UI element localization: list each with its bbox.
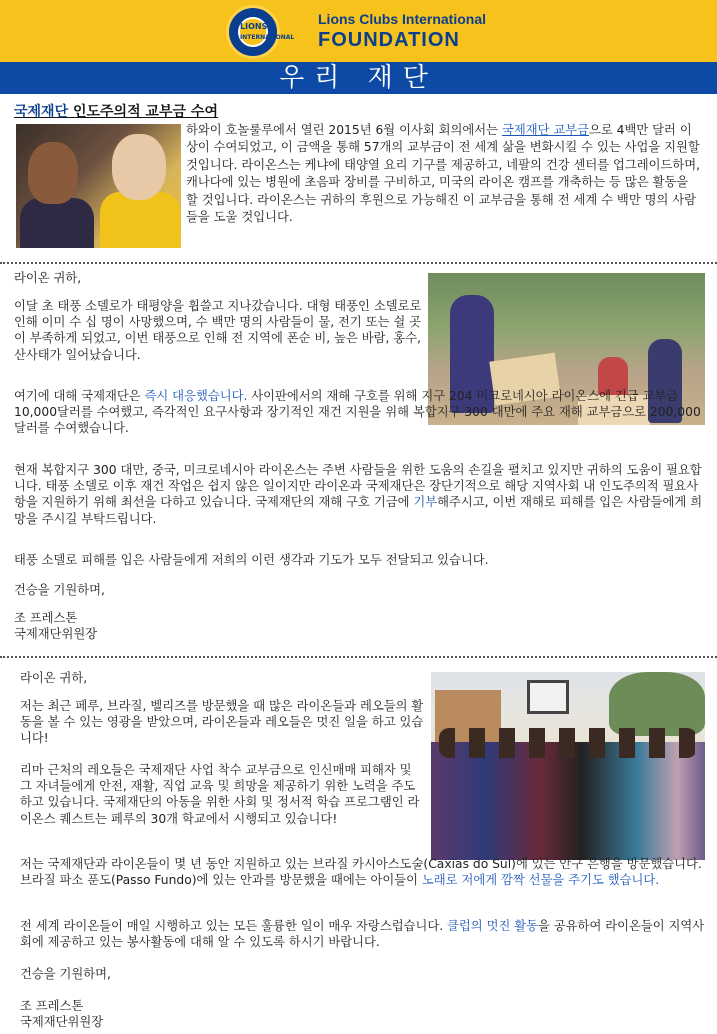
letter1-salutation: 라이온 귀하,	[14, 271, 82, 285]
letter2-salutation: 라이온 귀하,	[20, 671, 88, 685]
brand-name: Lions Clubs International	[318, 11, 487, 27]
letter2-paragraph-3: 저는 국제재단과 라이온들이 몇 년 동안 지원하고 있는 브라질 카시아스도술(Caxias do Sul)에 있는 안구 은행을 방문했습니다. 브라질 파소 푼도(Passo Fundo)에 있는 안과를 방문했을 때에는 아이들이 노래로 저에게 깜짝 선물을 주기도 했습니다.	[20, 857, 702, 888]
letter1-closing: 건승을 기원하며,	[14, 583, 105, 597]
divider	[0, 656, 717, 658]
title-band	[0, 62, 717, 94]
letter1-signer-name: 조 프레스톤	[14, 611, 78, 625]
letter1-paragraph-1: 이달 초 태풍 소델로가 태평양을 휩쓸고 지나갔습니다. 대형 태풍인 소델로로 인해 이미 수 십 명이 사망했으며, 수 백만 명의 사람들이 물, 전기 또는 쉴 곳이 부족하게 되었고, 이번 태풍으로 인해 전 지역에 폰순 비, 높은 바람, 홍수, 산사태가 일어났습니다.	[14, 299, 422, 362]
section-body	[186, 122, 702, 226]
song-surprise-link[interactable]: 노래로 저에게 깜짝 선물을 주기도 했습니다.	[421, 873, 660, 888]
letter1-paragraph-3: 현재 복합지구 300 대만, 중국, 미크로네시아 라이온스는 주변 사람들을 위한 도움의 손길을 펼치고 있지만 귀하의 도움이 필요합니다. 태풍 소델로 이후 재건 작업은 쉽지 않은 일이지만 라이온과 국제재단은 장단기적으로 해당 지역사회 내 인도주의적 필요사항을 지원하기 위해 최선을 다하고 있습니다. 국제재단의 재해 구호 기금에 기부해주시고, 이번 재해로 피해를 입은 사람들에게 희망을 주시길 부탁드립니다.	[14, 463, 703, 526]
grant-photo	[16, 124, 181, 248]
donate-link[interactable]: 기부	[413, 495, 438, 510]
club-activities-link[interactable]: 클럽의 멋진 활동	[447, 919, 539, 933]
page-title: 우리 재단	[279, 63, 438, 93]
letter1-signer-title: 국제재단위원장	[14, 627, 98, 641]
letter2-signer-name: 조 프레스톤	[20, 999, 84, 1013]
divider	[0, 262, 717, 264]
letter2-paragraph-2: 리마 근처의 레오들은 국제재단 사업 착수 교부금으로 인신매매 피해자 및 그 자녀들에게 안전, 재활, 직업 교육 및 희망을 제공하기 위한 노력을 주도하고 있습니다. 국제재단의 아동을 위한 사회 및 정서적 학습 프로그램인 라이온스 퀘스트는 페루의 30개 학교에서 시행되고 있습니다!	[20, 763, 420, 826]
letter1-paragraph-4: 태풍 소델로 피해를 입은 사람들에게 저희의 이런 생각과 기도가 모두 전달되고 있습니다.	[14, 553, 489, 567]
header-banner	[0, 0, 717, 62]
section-title-prefix: 국제재단	[14, 104, 69, 120]
logo-text-bottom: INTERNATIONAL	[240, 34, 295, 41]
logo-text-top: LIONS	[240, 22, 268, 31]
peru-visit-photo	[431, 672, 705, 860]
letter2-signer-title: 국제재단위원장	[20, 1015, 104, 1029]
letter1-paragraph-2: 여기에 대해 국제재단은 즉시 대응했습니다. 사이판에서의 재해 구호를 위해 지구 204 미크로네시아 라이온스에 긴급 교부금 10,000달러를 수여했고, 즉각적인 요구사항과 장기적인 재건 지원을 위해 복합지구 300 대만에 주요 재해 교부금으로 200,000달러를 수여했습니다.	[14, 389, 701, 436]
letter2-paragraph-4: 전 세계 라이온들이 매일 시행하고 있는 모든 훌륭한 일이 매우 자랑스럽습니다. 클럽의 멋진 활동을 공유하여 라이온들이 지역사회에 제공하고 있는 봉사활동에 대해 알 수 있도록 하시기 바랍니다.	[20, 919, 705, 950]
letter2-paragraph-1: 저는 최근 페루, 브라질, 벨리즈를 방문했을 때 많은 라이온들과 레오들의 활동을 볼 수 있는 영광을 받았으며, 라이온들과 레오들은 멋진 일을 하고 있습니다!	[20, 699, 424, 746]
section-body-text-2: 으로 4백만 달러 이상이 수여되었고, 이 금액을 통해 57개의 교부금이 전 세계 삶을 변화시킬 수 있는 사업을 지원할 것입니다. 라이온스는 케냐에 태양열 요리 기구를 제공하고, 네팔의 건강 센터를 업그레이드하며, 캐나다에 있는 병원에 초음파 장비를 구비하고, 미국의 라이온 캠프를 개축하는 등 많은 활동을 할 것입니다. 라이온스는 귀하의 후원으로 가능해진 이 교부금을 통해 전 세계 수 백만 명의 사람들을 도울 것입니다.	[186, 123, 701, 225]
letter2-closing: 건승을 기원하며,	[20, 967, 111, 981]
section-title	[14, 101, 218, 121]
brand-foundation: FOUNDATION	[318, 29, 460, 51]
grant-link[interactable]: 국제재단 교부금	[501, 123, 589, 137]
respond-link[interactable]: 즉시 대응했습니다.	[144, 389, 248, 403]
section-title-rest: 인도주의적 교부금 수여	[68, 104, 218, 120]
lions-logo-icon	[226, 5, 295, 59]
section-body-text: 하와이 호놀룰루에서 열린 2015년 6월 이사회 회의에서는	[186, 123, 502, 137]
